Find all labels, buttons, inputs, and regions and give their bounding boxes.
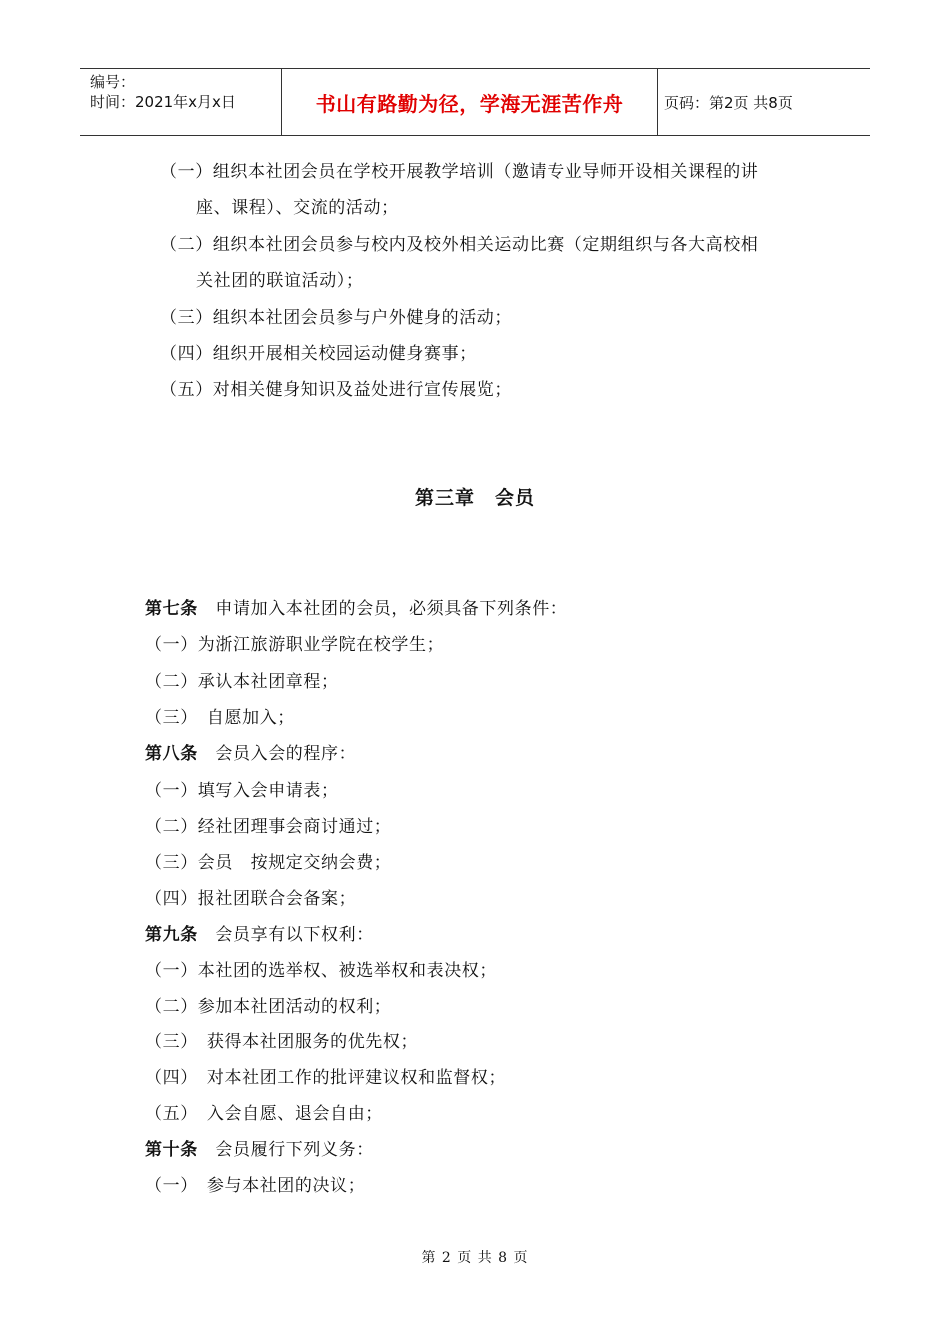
number-label: 编号： xyxy=(90,73,136,91)
header-left xyxy=(80,69,282,135)
article-8 xyxy=(145,743,356,765)
list-item: （一）本社团的选举权、被选举权和表决权； xyxy=(145,961,497,981)
time-label: 时间：2021年x月x日 xyxy=(90,93,236,111)
article-9 xyxy=(145,924,374,946)
list-item: （三） 自愿加入； xyxy=(145,708,295,728)
list-item: （一）为浙江旅游职业学院在校学生； xyxy=(145,635,445,655)
page-header xyxy=(80,68,870,136)
article-number: 第九条 xyxy=(145,925,198,945)
list-item: （一）填写入会申请表； xyxy=(145,781,339,801)
list-item: （四） 对本社团工作的批评建议权和监督权； xyxy=(145,1068,507,1088)
activity-line: 关社团的联谊活动）； xyxy=(196,271,364,291)
list-item: （二）参加本社团活动的权利； xyxy=(145,997,392,1017)
list-item: （三） 获得本社团服务的优先权； xyxy=(145,1032,419,1052)
article-10 xyxy=(145,1139,374,1161)
list-item: （五） 入会自愿、退会自由； xyxy=(145,1104,383,1124)
article-text: 会员入会的程序： xyxy=(197,744,357,764)
chapter-title: 第三章 会员 xyxy=(414,487,535,509)
activity-line: （五）对相关健身知识及益处进行宣传展览； xyxy=(160,380,512,400)
article-number: 第十条 xyxy=(145,1140,198,1160)
activity-line: 座、课程）、交流的活动； xyxy=(196,198,399,218)
article-text: 申请加入本社团的会员，必须具备下列条件： xyxy=(197,599,568,619)
header-page-info: 页码：第2页 共8页 xyxy=(664,93,793,112)
activity-line: （四）组织开展相关校园运动健身赛事； xyxy=(160,344,477,364)
article-text: 会员享有以下权利： xyxy=(197,925,374,945)
page-footer: 第 2 页 共 8 页 xyxy=(421,1250,529,1266)
list-item: （三）会员 按规定交纳会费； xyxy=(145,853,392,873)
activity-line: （二）组织本社团会员参与校内及校外相关运动比赛（定期组织与各大高校相 xyxy=(160,235,759,255)
article-number: 第八条 xyxy=(145,744,198,764)
activity-line: （一）组织本社团会员在学校开展教学培训（邀请专业导师开设相关课程的讲 xyxy=(160,162,759,182)
list-item: （一） 参与本社团的决议； xyxy=(145,1176,366,1196)
list-item: （二）经社团理事会商讨通过； xyxy=(145,817,392,837)
activity-line: （三）组织本社团会员参与户外健身的活动； xyxy=(160,308,512,328)
list-item: （二）承认本社团章程； xyxy=(145,672,339,692)
article-7 xyxy=(145,598,567,620)
list-item: （四）报社团联合会备案； xyxy=(145,889,357,909)
header-motto: 书山有路勤为径，学海无涯苦作舟 xyxy=(282,69,658,135)
article-number: 第七条 xyxy=(145,599,198,619)
article-text: 会员履行下列义务： xyxy=(197,1140,374,1160)
